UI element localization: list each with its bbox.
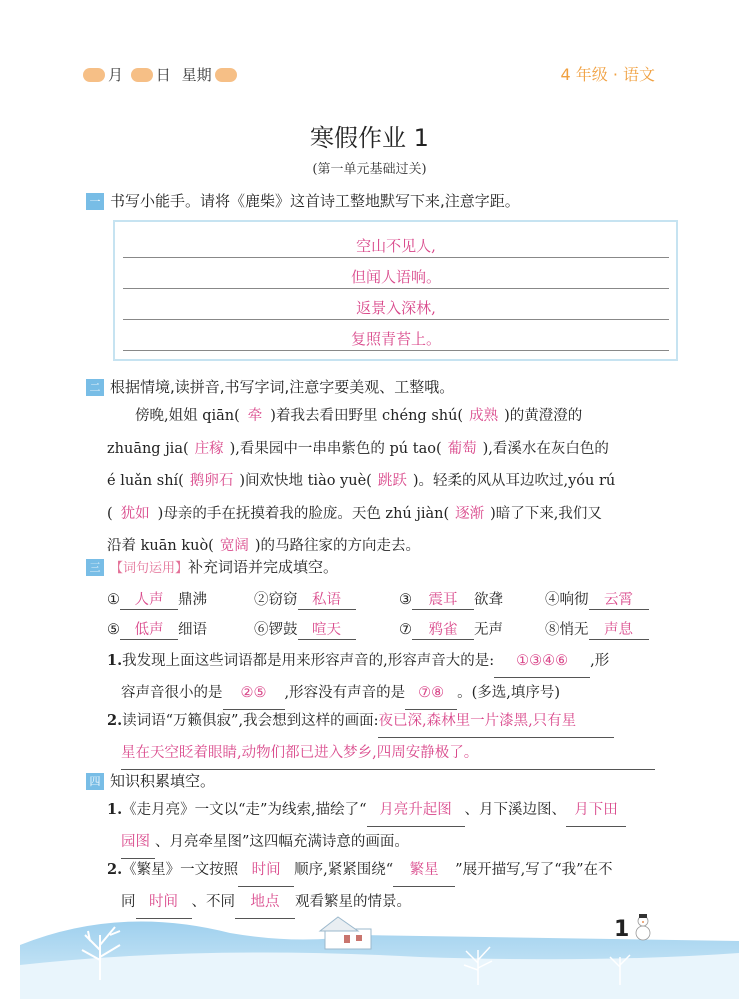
- item-num: ⑤: [107, 622, 120, 638]
- question-num: 2.: [107, 712, 123, 729]
- question-text: 、月亮牵星图”这四幅充满诗意的画面。: [155, 834, 409, 850]
- answer-blank[interactable]: 夜已深,森林里一片漆黑,只有星: [378, 706, 614, 738]
- question-text: 、月下溪边图、: [464, 802, 566, 818]
- poem-line: 返景入深林,: [123, 292, 669, 320]
- word-blank[interactable]: 鸦雀: [412, 618, 474, 640]
- answer-blank[interactable]: 时间: [136, 887, 192, 919]
- question-text: 《繁星》一文按照: [122, 862, 239, 878]
- passage-text: )母亲的手在抚摸着我的脸庞。天色 zhú jiàn(: [157, 505, 450, 522]
- snow-ground: [20, 953, 739, 999]
- answer-blank[interactable]: 园图: [121, 827, 155, 859]
- section2-badge: 二: [86, 379, 104, 396]
- section2-paragraph: [107, 400, 662, 563]
- word-text: 欲聋: [474, 592, 503, 608]
- question-num: 1.: [107, 652, 123, 669]
- word-blank[interactable]: 云霄: [589, 588, 649, 610]
- section3-question-2: [107, 705, 667, 770]
- question-text: 顺序,紧紧围绕“: [294, 862, 394, 878]
- question-text: 读词语“万籁俱寂”,我会想到这样的画面:: [122, 713, 379, 729]
- passage-text: ),看溪水在灰白色的: [482, 440, 609, 457]
- answer-blank[interactable]: 时间: [238, 855, 294, 887]
- passage-text: 傍晚,姐姐 qiān(: [135, 408, 240, 424]
- question-text: 同: [121, 894, 136, 910]
- item-num: ⑦: [399, 622, 412, 638]
- answer-blank[interactable]: ①③④⑥: [494, 646, 590, 678]
- section3-instruction: 补充词语并完成填空。: [188, 558, 339, 576]
- answer[interactable]: 庄稼: [194, 440, 224, 457]
- question-text: ,形: [590, 653, 610, 669]
- section3-question-1: [107, 645, 667, 710]
- passage-text: )着我去看田野里 chéng shú(: [270, 408, 464, 424]
- weekday-label: 星期: [181, 66, 212, 84]
- section2-heading: [86, 376, 454, 397]
- question-num: 2.: [107, 861, 123, 878]
- item-num: ②: [254, 592, 269, 608]
- weekday-blank[interactable]: [215, 68, 237, 82]
- poem-line: 但闻人语响。: [123, 261, 669, 289]
- section2-instruction: 根据情境,读拼音,书写字词,注意字要美观、工整哦。: [110, 378, 455, 396]
- word-text: 响彻: [559, 592, 589, 608]
- word-text: 无声: [474, 622, 503, 638]
- word-row-2: [107, 618, 667, 642]
- poem-line: 复照青苔上。: [123, 323, 669, 351]
- answer[interactable]: 成熟: [469, 408, 499, 424]
- section4-heading: [86, 770, 215, 791]
- word-blank[interactable]: 低声: [120, 618, 178, 640]
- house-icon: [320, 917, 371, 949]
- word-blank[interactable]: 人声: [120, 588, 178, 610]
- answer-blank[interactable]: ②⑤: [223, 678, 285, 710]
- month-blank[interactable]: [83, 68, 105, 82]
- day-blank[interactable]: [131, 68, 153, 82]
- passage-text: )间欢快地 tiào yuè(: [239, 473, 372, 489]
- question-text: 我发现上面这些词语都是用来形容声音的,形容声音大的是:: [122, 653, 495, 669]
- word-text: 悄无: [559, 622, 589, 638]
- answer[interactable]: 犹如: [120, 505, 150, 522]
- question-text: 容声音很小的是: [121, 685, 223, 701]
- passage-text: )。轻柔的风从耳边吹过,yóu rú: [412, 473, 616, 489]
- section3-heading: [86, 556, 338, 577]
- day-label: 日: [155, 66, 171, 84]
- snowman-icon: [636, 914, 650, 940]
- answer[interactable]: 葡萄: [447, 440, 477, 457]
- section1-badge: 一: [86, 193, 104, 210]
- grade-subject: 4 年级 · 语文: [560, 65, 655, 84]
- passage-text: 沿着 kuān kuò(: [107, 538, 214, 554]
- question-num: 1.: [107, 801, 123, 818]
- poem-box: [113, 220, 678, 361]
- passage-text: )暗了下来,我们又: [490, 505, 602, 522]
- passage-text: )的黄澄澄的: [504, 408, 583, 424]
- question-text: 《走月亮》一文以“走”为线索,描绘了“: [122, 802, 367, 818]
- date-header: [83, 64, 237, 85]
- passage-text: zhuāng jia(: [107, 440, 189, 457]
- word-text: 细语: [178, 622, 207, 638]
- answer-blank[interactable]: 月下田: [566, 795, 626, 827]
- page-number: 1: [614, 917, 630, 942]
- question-text: 观看繁星的情景。: [295, 894, 411, 910]
- question-text: 。(多选,填序号): [457, 685, 561, 701]
- answer[interactable]: 牵: [247, 408, 263, 424]
- passage-text: (: [107, 505, 113, 522]
- word-blank[interactable]: 震耳: [412, 588, 474, 610]
- section4-question-1: [107, 794, 667, 859]
- question-text: 、不同: [191, 894, 235, 910]
- word-row-1: [107, 588, 667, 612]
- section4-instruction: 知识积累填空。: [110, 772, 216, 790]
- answer-blank[interactable]: 地点: [235, 887, 295, 919]
- passage-text: )的马路往家的方向走去。: [254, 538, 420, 554]
- section1-heading: [86, 190, 520, 211]
- answer-blank[interactable]: 月亮升起图: [367, 795, 465, 827]
- item-num: ③: [399, 592, 412, 608]
- item-num: ⑧: [545, 622, 560, 638]
- word-text: 锣鼓: [268, 622, 298, 638]
- item-num: ①: [107, 592, 120, 608]
- answer[interactable]: 跳跃: [377, 473, 407, 489]
- section4-badge: 四: [86, 773, 104, 790]
- answer[interactable]: 逐渐: [455, 505, 485, 522]
- question-text: ”展开描写,写了“我”在不: [455, 862, 613, 878]
- section3-tag: 【词句运用】: [110, 561, 189, 576]
- question-text: ,形容没有声音的是: [284, 685, 406, 701]
- word-blank[interactable]: 私语: [298, 588, 356, 610]
- word-text: 鼎沸: [178, 592, 207, 608]
- month-label: 月: [108, 66, 124, 84]
- section1-instruction: 书写小能手。请将《鹿柴》这首诗工整地默写下来,注意字距。: [110, 192, 520, 210]
- section3-badge: 三: [86, 559, 104, 576]
- page-title: 寒假作业 1: [310, 124, 429, 152]
- answer-blank[interactable]: ⑦⑧: [405, 678, 457, 710]
- passage-text: ),看果园中一串串紫色的 pú tao(: [229, 440, 442, 457]
- passage-text: é luǎn shí(: [107, 473, 184, 489]
- answer[interactable]: 鹅卵石: [189, 473, 234, 489]
- poem-line: 空山不见人,: [123, 230, 669, 258]
- item-num: ④: [545, 592, 560, 608]
- answer-blank[interactable]: 繁星: [393, 855, 455, 887]
- item-num: ⑥: [254, 622, 269, 638]
- page-subtitle: (第一单元基础过关): [312, 162, 427, 177]
- answer[interactable]: 宽阔: [219, 538, 249, 554]
- word-blank[interactable]: 声息: [589, 618, 649, 640]
- word-text: 窃窃: [268, 592, 298, 608]
- word-blank[interactable]: 喧天: [298, 618, 356, 640]
- answer-blank[interactable]: 星在天空眨着眼睛,动物们都已进入梦乡,四周安静极了。: [121, 738, 655, 770]
